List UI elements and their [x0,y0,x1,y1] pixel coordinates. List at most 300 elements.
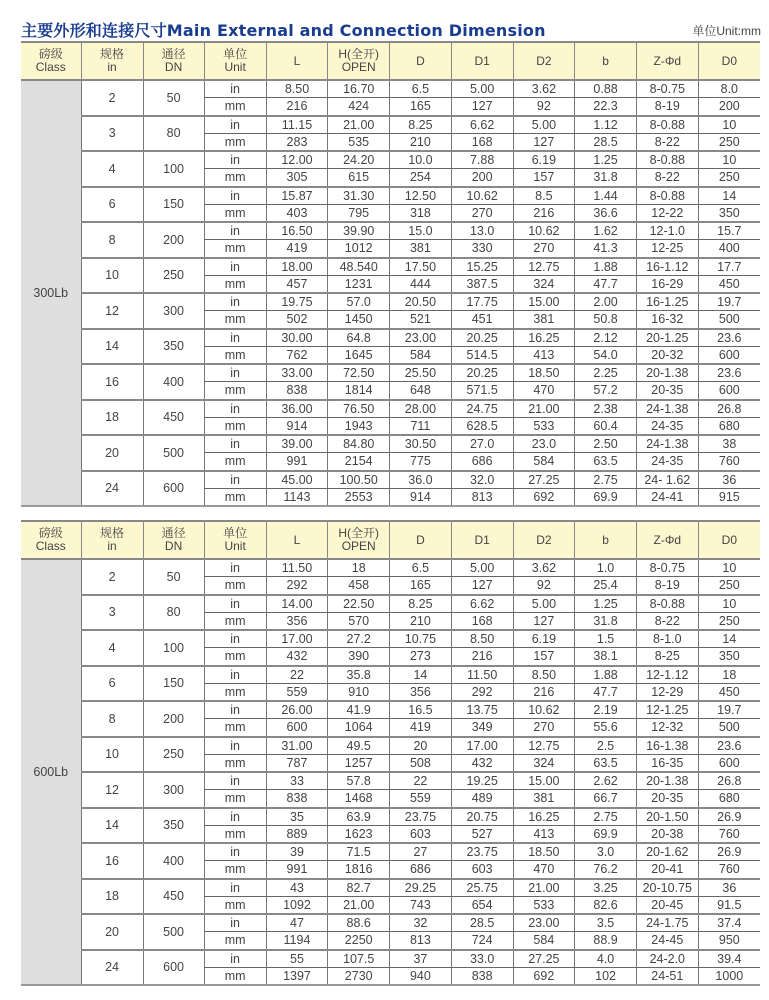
dn-cell: 500 [143,435,204,471]
size-cell: 14 [81,808,143,844]
size-cell: 24 [81,471,143,507]
value-d: 559 [390,790,452,808]
table-row [21,364,760,382]
value-d1: 330 [451,240,513,258]
value-b: 50.8 [575,311,637,329]
size-cell: 2 [81,80,143,116]
value-z-phi-d: 8-1.0 [636,630,698,648]
value-l: 14.00 [266,595,328,613]
value-h-open: 41.9 [328,701,390,719]
value-z-phi-d: 16-1.12 [636,258,698,276]
value-z-phi-d: 12-25 [636,240,698,258]
value-b: 38.1 [575,648,637,666]
value-d1: 13.75 [451,701,513,719]
unit-cell: mm [204,417,266,435]
size-cell: 16 [81,843,143,879]
value-z-phi-d: 20-1.62 [636,843,698,861]
value-d0: 36 [698,471,760,489]
value-h-open: 84.80 [328,435,390,453]
value-d0: 23.6 [698,737,760,755]
value-l: 356 [266,612,328,630]
unit-cell: mm [204,346,266,364]
value-d2: 381 [513,311,575,329]
value-d0: 38 [698,435,760,453]
unit-cell: in [204,914,266,932]
value-z-phi-d: 8-0.75 [636,80,698,98]
value-l: 12.00 [266,151,328,169]
value-b: 88.9 [575,932,637,950]
column-header-zh: 单位 [223,526,248,540]
table-row [21,293,760,311]
column-header-en: Class [35,60,66,74]
value-h-open: 1012 [328,240,390,258]
column-header-en: in [107,539,117,553]
unit-cell: in [204,701,266,719]
value-d2: 27.25 [513,471,575,489]
value-z-phi-d: 20-41 [636,861,698,879]
value-d2: 533 [513,417,575,435]
value-d: 12.50 [390,187,452,205]
value-h-open: 535 [328,133,390,151]
value-d1: 432 [451,754,513,772]
column-header-en: Unit [224,539,246,553]
value-d2: 15.00 [513,293,575,311]
unit-cell: in [204,80,266,98]
value-d2: 584 [513,453,575,471]
unit-cell: mm [204,382,266,400]
column-header [328,42,390,80]
value-z-phi-d: 16-29 [636,275,698,293]
value-d: 30.50 [390,435,452,453]
value-l: 45.00 [266,471,328,489]
column-header [143,42,204,80]
value-d1: 514.5 [451,346,513,364]
value-l: 35 [266,808,328,826]
unit-cell: in [204,666,266,684]
size-cell: 3 [81,116,143,152]
unit-cell: mm [204,719,266,737]
value-d2: 8.5 [513,187,575,205]
value-d: 36.0 [390,471,452,489]
value-b: 31.8 [575,612,637,630]
value-d: 29.25 [390,879,452,897]
value-d2: 8.50 [513,666,575,684]
size-cell: 24 [81,950,143,986]
value-b: 31.8 [575,169,637,187]
value-b: 66.7 [575,790,637,808]
value-d1: 25.75 [451,879,513,897]
value-h-open: 2154 [328,453,390,471]
value-d2: 157 [513,648,575,666]
dn-cell: 200 [143,222,204,258]
value-h-open: 1623 [328,825,390,843]
value-d0: 26.9 [698,808,760,826]
value-d: 10.75 [390,630,452,648]
value-l: 47 [266,914,328,932]
value-l: 403 [266,204,328,222]
value-d: 914 [390,488,452,506]
column-header-en: D [416,53,425,68]
size-cell: 16 [81,364,143,400]
value-l: 19.75 [266,293,328,311]
column-header-en: Z-Φd [653,53,682,68]
value-h-open: 82.7 [328,879,390,897]
value-d0: 680 [698,417,760,435]
unit-cell: in [204,400,266,418]
value-d1: 127 [451,577,513,595]
table-row [21,950,760,968]
value-l: 502 [266,311,328,329]
column-header-en: D2 [536,53,552,68]
dn-cell: 250 [143,737,204,773]
unit-cell: mm [204,648,266,666]
value-z-phi-d: 24-1.75 [636,914,698,932]
unit-cell: mm [204,169,266,187]
value-z-phi-d: 8-0.75 [636,559,698,577]
value-b: 1.12 [575,116,637,134]
value-d: 813 [390,932,452,950]
value-d2: 6.19 [513,630,575,648]
value-d0: 23.6 [698,364,760,382]
value-h-open: 24.20 [328,151,390,169]
value-d2: 381 [513,790,575,808]
value-h-open: 76.50 [328,400,390,418]
value-b: 102 [575,967,637,985]
table-row [21,471,760,489]
dn-cell: 300 [143,293,204,329]
column-header-zh: 磅级 [38,47,63,61]
value-h-open: 570 [328,612,390,630]
value-h-open: 1816 [328,861,390,879]
column-header-zh: H(全开) [338,526,380,540]
column-header-en: D0 [721,53,737,68]
header-row [21,521,760,559]
value-d: 10.0 [390,151,452,169]
value-d1: 686 [451,453,513,471]
value-l: 762 [266,346,328,364]
value-z-phi-d: 24-41 [636,488,698,506]
value-z-phi-d: 8-19 [636,577,698,595]
value-d2: 10.62 [513,701,575,719]
value-b: 4.0 [575,950,637,968]
value-d0: 250 [698,577,760,595]
value-d: 165 [390,98,452,116]
value-d1: 451 [451,311,513,329]
column-header [390,42,452,80]
value-d2: 23.0 [513,435,575,453]
value-d2: 127 [513,612,575,630]
value-l: 216 [266,98,328,116]
value-h-open: 107.5 [328,950,390,968]
value-l: 889 [266,825,328,843]
dn-cell: 450 [143,400,204,436]
unit-cell: in [204,737,266,755]
value-z-phi-d: 8-19 [636,98,698,116]
value-d1: 489 [451,790,513,808]
dn-cell: 500 [143,914,204,950]
value-d: 521 [390,311,452,329]
value-d: 210 [390,133,452,151]
value-b: 2.50 [575,435,637,453]
value-d0: 450 [698,683,760,701]
value-h-open: 16.70 [328,80,390,98]
unit-cell: in [204,187,266,205]
column-header-en: L [293,53,301,68]
value-b: 2.25 [575,364,637,382]
value-d0: 91.5 [698,896,760,914]
unit-cell: in [204,950,266,968]
column-header [328,521,390,559]
value-z-phi-d: 24-51 [636,967,698,985]
column-header [21,42,81,80]
value-d0: 600 [698,382,760,400]
value-z-phi-d: 12-32 [636,719,698,737]
value-d1: 24.75 [451,400,513,418]
unit-cell: mm [204,488,266,506]
value-h-open: 57.0 [328,293,390,311]
column-header-en: DN [164,539,183,553]
value-z-phi-d: 24- 1.62 [636,471,698,489]
value-b: 0.88 [575,80,637,98]
size-cell: 12 [81,772,143,808]
table-body [21,559,760,985]
value-h-open: 390 [328,648,390,666]
value-d0: 400 [698,240,760,258]
table-body [21,80,760,506]
unit-cell: in [204,471,266,489]
column-header [266,42,328,80]
value-d: 27 [390,843,452,861]
value-d2: 470 [513,861,575,879]
value-l: 11.50 [266,559,328,577]
value-d0: 680 [698,790,760,808]
value-h-open: 424 [328,98,390,116]
value-z-phi-d: 12-1.0 [636,222,698,240]
value-h-open: 64.8 [328,329,390,347]
value-d0: 350 [698,648,760,666]
value-l: 292 [266,577,328,595]
value-d0: 15.7 [698,222,760,240]
value-d: 356 [390,683,452,701]
value-h-open: 71.5 [328,843,390,861]
value-l: 39.00 [266,435,328,453]
table-row [21,435,760,453]
value-d0: 14 [698,187,760,205]
table-row [21,914,760,932]
value-h-open: 27.2 [328,630,390,648]
dn-cell: 250 [143,258,204,294]
dn-cell: 80 [143,595,204,631]
value-b: 69.9 [575,488,637,506]
value-h-open: 1645 [328,346,390,364]
value-b: 2.19 [575,701,637,719]
table-row [21,666,760,684]
value-d: 775 [390,453,452,471]
value-d0: 23.6 [698,329,760,347]
value-b: 63.5 [575,453,637,471]
value-d2: 692 [513,967,575,985]
value-d1: 27.0 [451,435,513,453]
value-d: 743 [390,896,452,914]
value-z-phi-d: 16-32 [636,311,698,329]
dn-cell: 150 [143,666,204,702]
unit-note: 单位Unit:mm [692,24,761,38]
value-d0: 915 [698,488,760,506]
value-d0: 36 [698,879,760,897]
value-l: 26.00 [266,701,328,719]
value-d: 273 [390,648,452,666]
value-h-open: 1943 [328,417,390,435]
column-header-en: in [107,60,117,74]
value-d1: 20.25 [451,329,513,347]
value-d0: 600 [698,754,760,772]
value-b: 1.44 [575,187,637,205]
value-z-phi-d: 20-32 [636,346,698,364]
value-z-phi-d: 24-45 [636,932,698,950]
dn-cell: 400 [143,843,204,879]
column-header [575,521,637,559]
value-l: 30.00 [266,329,328,347]
value-d: 14 [390,666,452,684]
value-l: 33 [266,772,328,790]
value-d1: 28.5 [451,914,513,932]
column-header [575,42,637,80]
column-header-en: OPEN [341,60,376,74]
value-d: 15.0 [390,222,452,240]
column-header [451,521,513,559]
unit-cell: in [204,808,266,826]
value-h-open: 1231 [328,275,390,293]
value-d2: 413 [513,825,575,843]
value-h-open: 48.540 [328,258,390,276]
column-header-en: b [602,53,609,68]
page-title: 主要外形和连接尺寸Main External and Connection Dimension [21,21,546,40]
unit-cell: in [204,595,266,613]
value-h-open: 35.8 [328,666,390,684]
table-row [21,80,760,98]
value-d1: 127 [451,98,513,116]
value-d2: 18.50 [513,843,575,861]
value-d1: 15.25 [451,258,513,276]
column-header [513,521,575,559]
value-d: 603 [390,825,452,843]
value-b: 3.25 [575,879,637,897]
value-l: 838 [266,790,328,808]
value-d: 16.5 [390,701,452,719]
value-d0: 250 [698,169,760,187]
value-z-phi-d: 20-45 [636,896,698,914]
value-d1: 7.88 [451,151,513,169]
value-d1: 724 [451,932,513,950]
header-row [21,42,760,80]
value-z-phi-d: 12-1.25 [636,701,698,719]
value-z-phi-d: 20-1.38 [636,364,698,382]
column-header-zh: 通径 [161,526,186,540]
unit-cell: mm [204,204,266,222]
value-z-phi-d: 8-0.88 [636,595,698,613]
value-d0: 10 [698,559,760,577]
value-z-phi-d: 20-35 [636,382,698,400]
column-header [143,521,204,559]
table-row [21,879,760,897]
column-header [81,42,143,80]
value-b: 76.2 [575,861,637,879]
dn-cell: 80 [143,116,204,152]
value-d2: 12.75 [513,737,575,755]
column-header-en: Unit [224,60,246,74]
value-d1: 270 [451,204,513,222]
value-h-open: 31.30 [328,187,390,205]
value-d2: 21.00 [513,879,575,897]
value-d1: 603 [451,861,513,879]
value-h-open: 21.00 [328,896,390,914]
value-d2: 21.00 [513,400,575,418]
unit-cell: mm [204,98,266,116]
value-d2: 27.25 [513,950,575,968]
value-z-phi-d: 8-0.88 [636,151,698,169]
table-row [21,258,760,276]
value-d1: 23.75 [451,843,513,861]
value-b: 3.5 [575,914,637,932]
value-b: 3.0 [575,843,637,861]
unit-cell: mm [204,861,266,879]
size-cell: 18 [81,400,143,436]
column-header-zh: 规格 [100,526,125,540]
table-row [21,222,760,240]
value-d2: 92 [513,98,575,116]
value-z-phi-d: 8-22 [636,169,698,187]
dn-cell: 100 [143,630,204,666]
unit-cell: in [204,151,266,169]
value-b: 1.5 [575,630,637,648]
value-l: 1092 [266,896,328,914]
value-d2: 270 [513,719,575,737]
value-d0: 19.7 [698,293,760,311]
table-row [21,843,760,861]
value-z-phi-d: 8-25 [636,648,698,666]
value-h-open: 2730 [328,967,390,985]
value-b: 47.7 [575,275,637,293]
column-header-en: Class [35,539,66,553]
value-z-phi-d: 20-35 [636,790,698,808]
value-l: 457 [266,275,328,293]
column-header-zh: 磅级 [38,526,63,540]
value-d1: 628.5 [451,417,513,435]
value-h-open: 49.5 [328,737,390,755]
unit-cell: in [204,364,266,382]
value-d2: 216 [513,683,575,701]
dn-cell: 100 [143,151,204,187]
value-d0: 760 [698,825,760,843]
unit-cell: in [204,293,266,311]
table-row [21,595,760,613]
value-b: 2.5 [575,737,637,755]
table-row [21,701,760,719]
value-b: 1.88 [575,258,637,276]
value-l: 31.00 [266,737,328,755]
table-row [21,559,760,577]
value-h-open: 57.8 [328,772,390,790]
value-d2: 23.00 [513,914,575,932]
value-d: 584 [390,346,452,364]
value-b: 41.3 [575,240,637,258]
value-l: 600 [266,719,328,737]
value-b: 2.12 [575,329,637,347]
unit-cell: in [204,843,266,861]
value-d1: 216 [451,648,513,666]
unit-cell: in [204,222,266,240]
value-b: 2.75 [575,471,637,489]
